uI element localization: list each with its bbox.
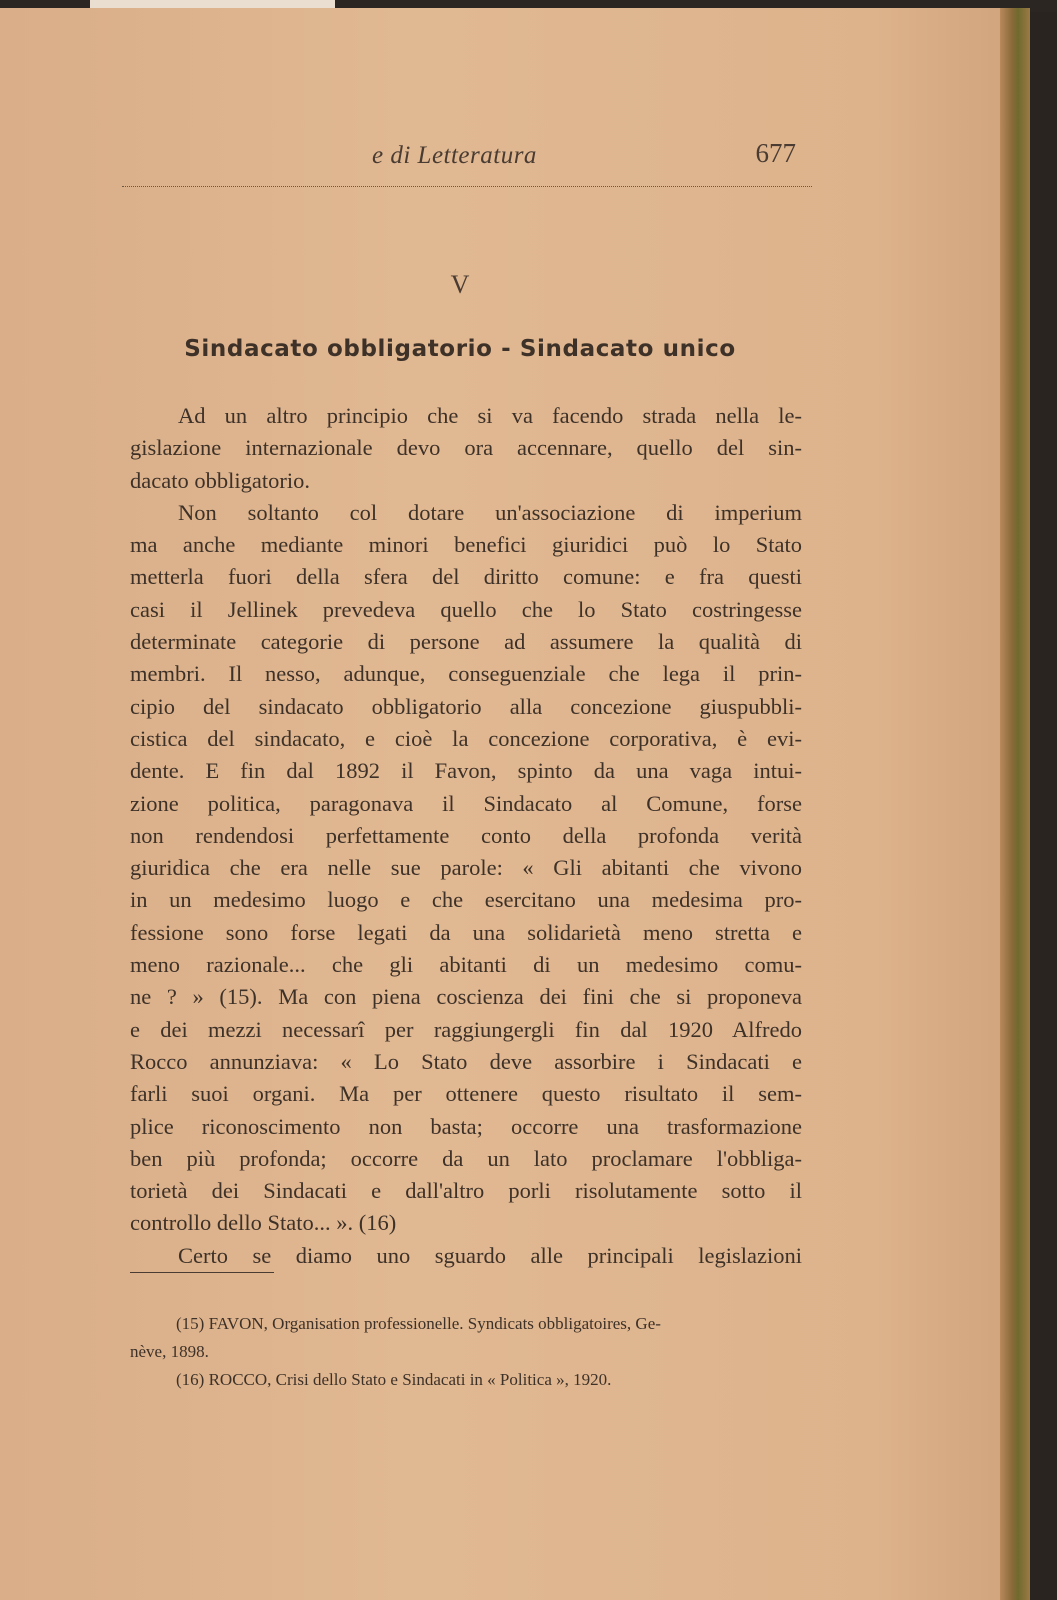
body-line: cistica del sindacato, e cioè la concezione corporativa, è evi- bbox=[130, 725, 802, 751]
page-header bbox=[122, 138, 812, 187]
body-line: ma anche mediante minori benefici giuridici può lo Stato bbox=[130, 532, 802, 558]
body-line: torietà dei Sindacati e dall'altro porli risolutamente sotto il bbox=[130, 1178, 802, 1204]
body-line: Non soltanto col dotare un'associazione di imperium bbox=[178, 499, 802, 525]
body-line: dacato obbligatorio. bbox=[130, 467, 310, 493]
page-number: 677 bbox=[755, 138, 796, 168]
body-line: ne ? » (15). Ma con piena coscienza dei fini che si proponeva bbox=[130, 984, 802, 1010]
footnote-rule bbox=[130, 1272, 274, 1273]
footnotes bbox=[130, 1310, 802, 1394]
body-line: farli suoi organi. Ma per ottenere questo risultato il sem- bbox=[130, 1081, 802, 1107]
body-line: metterla fuori della sfera del diritto comune: e fra questi bbox=[130, 564, 802, 590]
running-title: e di Letteratura bbox=[372, 142, 537, 169]
body-line: e dei mezzi necessarî per raggiungergli fin dal 1920 Alfredo bbox=[130, 1016, 802, 1042]
body-line: non rendendosi perfettamente conto della profonda verità bbox=[130, 822, 802, 848]
body-line: plice riconoscimento non basta; occorre una trasformazione bbox=[130, 1113, 802, 1139]
body-line: dente. E fin dal 1892 il Favon, spinto da una vaga intui- bbox=[130, 758, 802, 784]
body-line: controllo dello Stato... ». (16) bbox=[130, 1210, 397, 1236]
footnote-15: (15) FAVON, Organisation professionelle. Syndicats obbligatoires, Ge- bbox=[176, 1314, 661, 1333]
body-text bbox=[130, 400, 802, 1272]
footnote-16: (16) ROCCO, Crisi dello Stato e Sindacati in « Politica », 1920. bbox=[176, 1370, 612, 1389]
body-line: zione politica, paragonava il Sindacato al Comune, forse bbox=[130, 790, 802, 816]
body-line: Rocco annunziava: « Lo Stato deve assorbire i Sindacati e bbox=[130, 1048, 802, 1074]
body-line: ben più profonda; occorre da un lato proclamare l'obbliga- bbox=[130, 1145, 802, 1171]
footnote-15-continuation: nève, 1898. bbox=[130, 1342, 209, 1361]
body-line: in un medesimo luogo e che esercitano una medesima pro- bbox=[130, 887, 802, 913]
book-edge bbox=[1000, 8, 1030, 1600]
section-title: Sindacato obbligatorio - Sindacato unico bbox=[184, 336, 736, 362]
body-line: membri. Il nesso, adunque, conseguenziale che lega il prin- bbox=[130, 661, 802, 687]
body-line: casi il Jellinek prevedeva quello che lo Stato costringesse bbox=[130, 596, 802, 622]
body-line: cipio del sindacato obbligatorio alla concezione giuspubbli- bbox=[130, 693, 802, 719]
body-line: gislazione internazionale devo ora accennare, quello del sin- bbox=[130, 435, 802, 461]
body-line: fessione sono forse legati da una solidarietà meno stretta e bbox=[130, 919, 802, 945]
body-line: giuridica che era nelle sue parole: « Gli abitanti che vivono bbox=[130, 855, 802, 881]
body-line: Ad un altro principio che si va facendo strada nella le- bbox=[178, 403, 802, 428]
section-numeral: V bbox=[450, 270, 470, 299]
book-page bbox=[0, 8, 1030, 1600]
body-line: meno razionale... che gli abitanti di un medesimo comu- bbox=[130, 952, 802, 978]
body-line: Certo se diamo uno sguardo alle principali legislazioni bbox=[178, 1242, 802, 1268]
body-line: determinate categorie di persone ad assumere la qualità di bbox=[130, 629, 802, 655]
